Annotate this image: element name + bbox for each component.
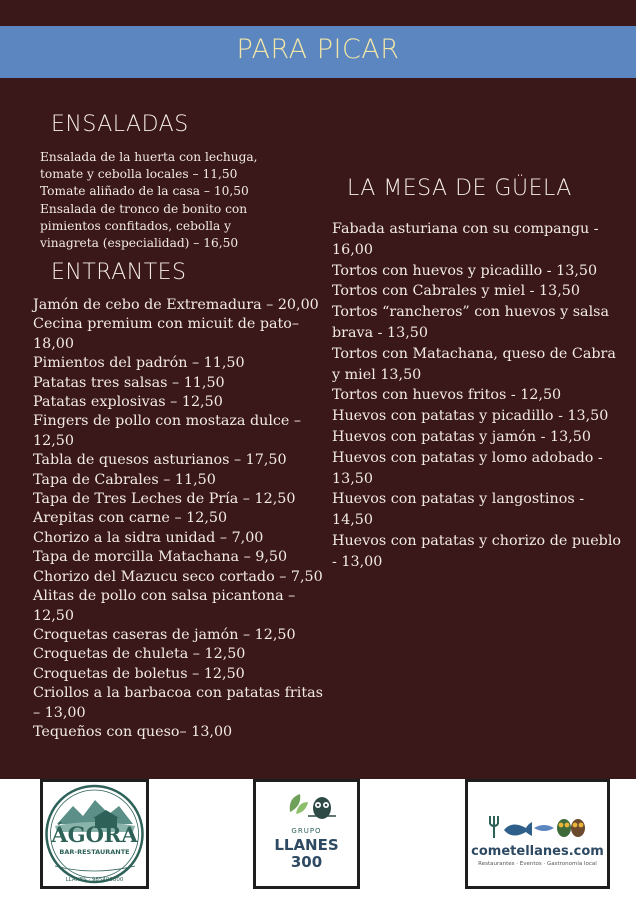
mesa-list [332, 219, 622, 573]
menu-item: Tortos con Cabrales y miel - 13,50 [332, 283, 580, 300]
ensaladas-line: Tomate aliñado de la casa – 10,50 [40, 184, 249, 199]
grupo-llanes-logo [253, 779, 360, 889]
menu-item: Huevos con patatas y jamón - 13,50 [332, 428, 591, 445]
menu-item: Tequeños con queso– 13,00 [33, 723, 233, 740]
menu-item: Arepitas con carne – 12,50 [33, 510, 228, 527]
menu-item: Croquetas de chuleta – 12,50 [33, 646, 246, 663]
menu-item: Chorizo a la sidra unidad – 7,00 [33, 529, 264, 546]
cometellanes-name: cometellanes.com [471, 844, 604, 859]
menu-item: Huevos con patatas y picadillo - 13,50 [332, 408, 609, 425]
ensaladas-heading: ENSALADAS [51, 112, 189, 137]
menu-item: Criollos a la barbacoa con patatas fritas – 13,00 [33, 685, 323, 721]
menu-item: Tapa de Tres Leches de Pría – 12,50 [33, 491, 296, 508]
leaf-owl-icon [256, 788, 357, 828]
page-title: PARA PICAR [236, 34, 400, 65]
menu-item: Tortos “rancheros” con huevos y salsa brava - 13,50 [332, 304, 610, 341]
menu-item: Patatas explosivas – 12,50 [33, 394, 223, 411]
menu-item: Croquetas de boletus – 12,50 [33, 665, 245, 682]
menu-item: Patatas tres salsas – 11,50 [33, 374, 225, 391]
menu-item: Tapa de Cabrales – 11,50 [33, 471, 216, 488]
food-icons [468, 806, 607, 846]
ensaladas-line: Ensalada de tronco de bonito con [40, 201, 248, 216]
menu-item: Huevos con patatas y langostinos - 14,50 [332, 491, 585, 529]
grupo-300: 300 [290, 853, 323, 871]
cometellanes-tagline: Restaurantes · Eventos · Gastronomía local [478, 861, 597, 867]
ensaladas-line: vinagreta (especialidad) – 16,50 [40, 236, 239, 251]
menu-item: Tortos con huevos y picadillo - 13,50 [332, 262, 598, 279]
agora-logo [40, 779, 149, 889]
agora-name: ÁGORA [51, 822, 138, 847]
mesa-heading: LA MESA DE GÜELA [347, 176, 572, 201]
menu-item: Fingers de pollo con mostaza dulce – 12,50 [33, 413, 302, 449]
grupo-llanes: LLANES [274, 836, 339, 854]
ensaladas-line: pimientos confitados, cebolla y [40, 218, 232, 233]
menu-item: Huevos con patatas y chorizo de pueblo - 13,00 [332, 532, 622, 570]
menu-item: Tapa de morcilla Matachana – 9,50 [33, 549, 288, 566]
menu-item: Fabada asturiana con su compangu - 16,00 [332, 221, 599, 258]
menu-item: Tortos con Matachana, queso de Cabra y miel 13,50 [332, 345, 616, 383]
menu-item: Tabla de quesos asturianos – 17,50 [33, 452, 287, 469]
grupo-label: GRUPO [291, 827, 322, 835]
menu-item: Cecina premium con micuit de pato– 18,00 [33, 316, 300, 352]
entrantes-list [33, 296, 323, 742]
ensaladas-line: tomate y cebolla locales – 11,50 [40, 167, 238, 182]
menu-item: Pimientos del padrón – 11,50 [33, 355, 245, 372]
entrantes-heading: ENTRANTES [51, 260, 187, 285]
cometellanes-logo [465, 779, 610, 889]
menu-item: Croquetas caseras de jamón – 12,50 [33, 626, 296, 643]
agora-subtitle: BAR-RESTAURANTE [59, 848, 130, 856]
menu-item: Tortos con huevos fritos - 12,50 [332, 387, 562, 404]
menu-item: Alitas de pollo con salsa picantona – 12,50 [33, 588, 296, 624]
agora-contact: LLANES · 985402800 [65, 877, 124, 883]
menu-item: Jamón de cebo de Extremadura – 20,00 [33, 297, 319, 313]
menu-item: Chorizo del Mazucu seco cortado – 7,50 [33, 568, 323, 585]
menu-item: Huevos con patatas y lomo adobado - 13,50 [332, 449, 603, 487]
ensaladas-list [40, 149, 270, 252]
ensaladas-line: Ensalada de la huerta con lechuga, [40, 150, 258, 164]
